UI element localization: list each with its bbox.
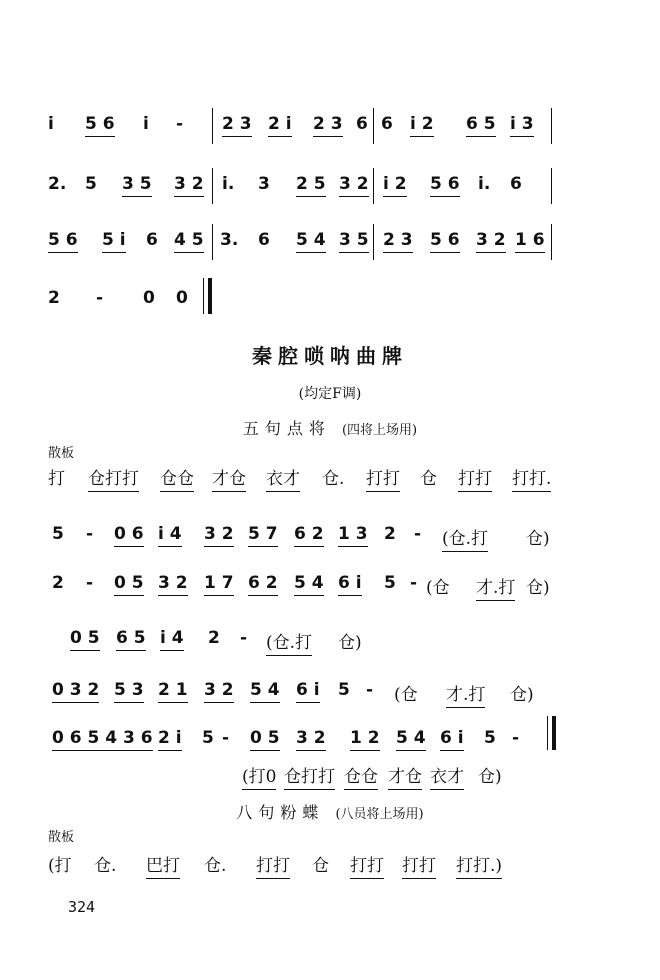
- note: 0: [143, 288, 155, 308]
- note: 2: [384, 524, 396, 544]
- perc: 仓): [478, 767, 502, 787]
- note: 5 4: [250, 680, 280, 700]
- piece2-percussion: [0, 845, 660, 885]
- barline: [373, 108, 374, 144]
- note: 6: [146, 230, 158, 250]
- perc: 打打: [350, 851, 384, 876]
- note: 6 2: [294, 524, 324, 544]
- perc: 打打.: [512, 464, 551, 489]
- note: -: [176, 114, 184, 134]
- section-title: 秦腔唢呐曲牌: [252, 344, 408, 368]
- note: -: [86, 573, 94, 593]
- note: i: [48, 114, 54, 134]
- note: i 2: [410, 114, 434, 134]
- perc: 仓打打: [88, 464, 139, 489]
- note: 5 i: [102, 230, 126, 250]
- note: 5: [484, 728, 496, 748]
- note: 1 6: [515, 230, 545, 250]
- note: -: [96, 288, 104, 308]
- note: -: [366, 680, 374, 700]
- score-row-2: [0, 168, 660, 208]
- barline: [373, 168, 374, 204]
- perc: 打打: [256, 851, 290, 876]
- note: 6 i: [296, 680, 320, 700]
- page-number: 324: [68, 898, 96, 916]
- perc: 仓.: [204, 856, 227, 876]
- final-barline: [552, 716, 556, 750]
- perc: 仓): [338, 633, 362, 653]
- note: 2: [52, 573, 64, 593]
- note: 2 i: [268, 114, 292, 134]
- piece1-melody-3: [0, 622, 660, 662]
- note: 6: [510, 174, 522, 194]
- note: 0 5: [70, 628, 100, 648]
- final-barline-thin: [203, 278, 204, 314]
- score-row-3: [0, 224, 660, 264]
- note: 5: [52, 524, 64, 544]
- note: 3 2: [339, 174, 369, 194]
- note: 6 5: [466, 114, 496, 134]
- note: 1 3: [338, 524, 368, 544]
- note: -: [512, 728, 520, 748]
- perc: 打: [48, 469, 65, 489]
- piece1-melody-4: [0, 674, 660, 714]
- barline: [551, 224, 552, 260]
- piece2-note: (八员将上场用): [335, 807, 424, 822]
- piece1-percussion-end: [0, 756, 660, 796]
- note: 1 7: [204, 573, 234, 593]
- note: 3 2: [158, 573, 188, 593]
- perc: 仓): [526, 529, 550, 549]
- perc: 打打.): [456, 851, 502, 876]
- note: i.: [222, 174, 235, 194]
- final-barline: [208, 278, 212, 314]
- perc: 仓.: [322, 469, 345, 489]
- piece1-melody-1: [0, 518, 660, 558]
- perc: 仓): [526, 578, 550, 598]
- note: 3 2: [296, 728, 326, 748]
- note: 2 3: [222, 114, 252, 134]
- barline: [373, 224, 374, 260]
- piece2-title: 八句粉蝶: [236, 803, 325, 822]
- note: 5: [338, 680, 350, 700]
- note: i 4: [160, 628, 184, 648]
- perc: 仓仓: [344, 762, 378, 787]
- piece1-note: (四将上场用): [341, 423, 418, 438]
- note: 5 3: [114, 680, 144, 700]
- perc: (打0: [242, 762, 276, 787]
- final-barline-thin: [547, 716, 548, 750]
- score-row-1: [0, 108, 660, 148]
- note: 0 6 5 4 3 6: [52, 728, 153, 748]
- note: 5 6: [48, 230, 78, 250]
- note: 5 7: [248, 524, 278, 544]
- perc: 仓: [312, 856, 329, 876]
- note: 5 6: [430, 230, 460, 250]
- perc: (仓: [426, 578, 450, 598]
- score-row-4: [0, 282, 660, 322]
- key-signature: (均定F调): [298, 386, 362, 402]
- note: 2: [48, 288, 60, 308]
- perc: 打打: [458, 464, 492, 489]
- piece2-heading: [0, 800, 660, 823]
- note: i: [143, 114, 149, 134]
- barline: [551, 108, 552, 144]
- note: 5 4: [294, 573, 324, 593]
- note: 5 4: [396, 728, 426, 748]
- note: -: [240, 628, 248, 648]
- note: 6: [356, 114, 368, 134]
- perc: (仓: [394, 685, 418, 705]
- piece1-title: 五句点将: [242, 419, 331, 438]
- note: 3 5: [122, 174, 152, 194]
- perc: 才仓: [212, 464, 246, 489]
- note: -: [86, 524, 94, 544]
- note: 6 5: [116, 628, 146, 648]
- note: -: [410, 573, 418, 593]
- note: i 2: [383, 174, 407, 194]
- note: 6 i: [338, 573, 362, 593]
- perc: 仓仓: [160, 464, 194, 489]
- piece1-percussion: [0, 458, 660, 498]
- note: 5: [384, 573, 396, 593]
- note: i 4: [158, 524, 182, 544]
- perc: 打打: [402, 851, 436, 876]
- note: 3 2: [174, 174, 204, 194]
- perc: 仓打打: [284, 762, 335, 787]
- note: 3.: [220, 230, 239, 250]
- note: 6 i: [440, 728, 464, 748]
- note: -: [414, 524, 422, 544]
- perc: 才仓: [388, 762, 422, 787]
- note: 3 2: [476, 230, 506, 250]
- note: 0 6: [114, 524, 144, 544]
- note: 3 2: [204, 680, 234, 700]
- barline: [551, 168, 552, 204]
- note: 2 1: [158, 680, 188, 700]
- note: 2: [208, 628, 220, 648]
- note: 2 3: [313, 114, 343, 134]
- piece1-tempo: 散板: [48, 446, 75, 461]
- note: 2.: [48, 174, 67, 194]
- note: 5 6: [85, 114, 115, 134]
- perc: 巴打: [146, 851, 180, 876]
- note: 4 5: [174, 230, 204, 250]
- note: 6: [258, 230, 270, 250]
- piece2-tempo: 散板: [48, 830, 75, 845]
- note: 6: [381, 114, 393, 134]
- note: 0: [176, 288, 188, 308]
- note: 0 5: [250, 728, 280, 748]
- note: 3: [258, 174, 270, 194]
- note: i 3: [510, 114, 534, 134]
- perc: 才.打: [476, 573, 515, 598]
- note: 6 2: [248, 573, 278, 593]
- perc: (仓.打: [442, 524, 488, 549]
- note: 1 2: [350, 728, 380, 748]
- note: 5: [85, 174, 97, 194]
- note: 2 i: [158, 728, 182, 748]
- perc: 衣才: [266, 464, 300, 489]
- note: 5 6: [430, 174, 460, 194]
- note: -: [222, 728, 230, 748]
- note: 3 5: [339, 230, 369, 250]
- note: 0 5: [114, 573, 144, 593]
- note: 2 3: [383, 230, 413, 250]
- barline: [212, 108, 213, 144]
- piece1-melody-2: [0, 567, 660, 607]
- perc: (仓.打: [266, 628, 312, 653]
- note: 0 3 2: [52, 680, 100, 700]
- perc: 仓: [420, 469, 437, 489]
- perc: (打: [48, 856, 72, 876]
- note: 5: [202, 728, 214, 748]
- perc: 仓.: [94, 856, 117, 876]
- perc: 打打: [366, 464, 400, 489]
- note: 3 2: [204, 524, 234, 544]
- piece1-heading: [0, 416, 660, 439]
- perc: 才.打: [446, 680, 485, 705]
- note: i.: [478, 174, 491, 194]
- barline: [212, 224, 213, 260]
- perc: 衣才: [430, 762, 464, 787]
- note: 5 4: [296, 230, 326, 250]
- barline: [212, 168, 213, 204]
- note: 2 5: [296, 174, 326, 194]
- perc: 仓): [510, 685, 534, 705]
